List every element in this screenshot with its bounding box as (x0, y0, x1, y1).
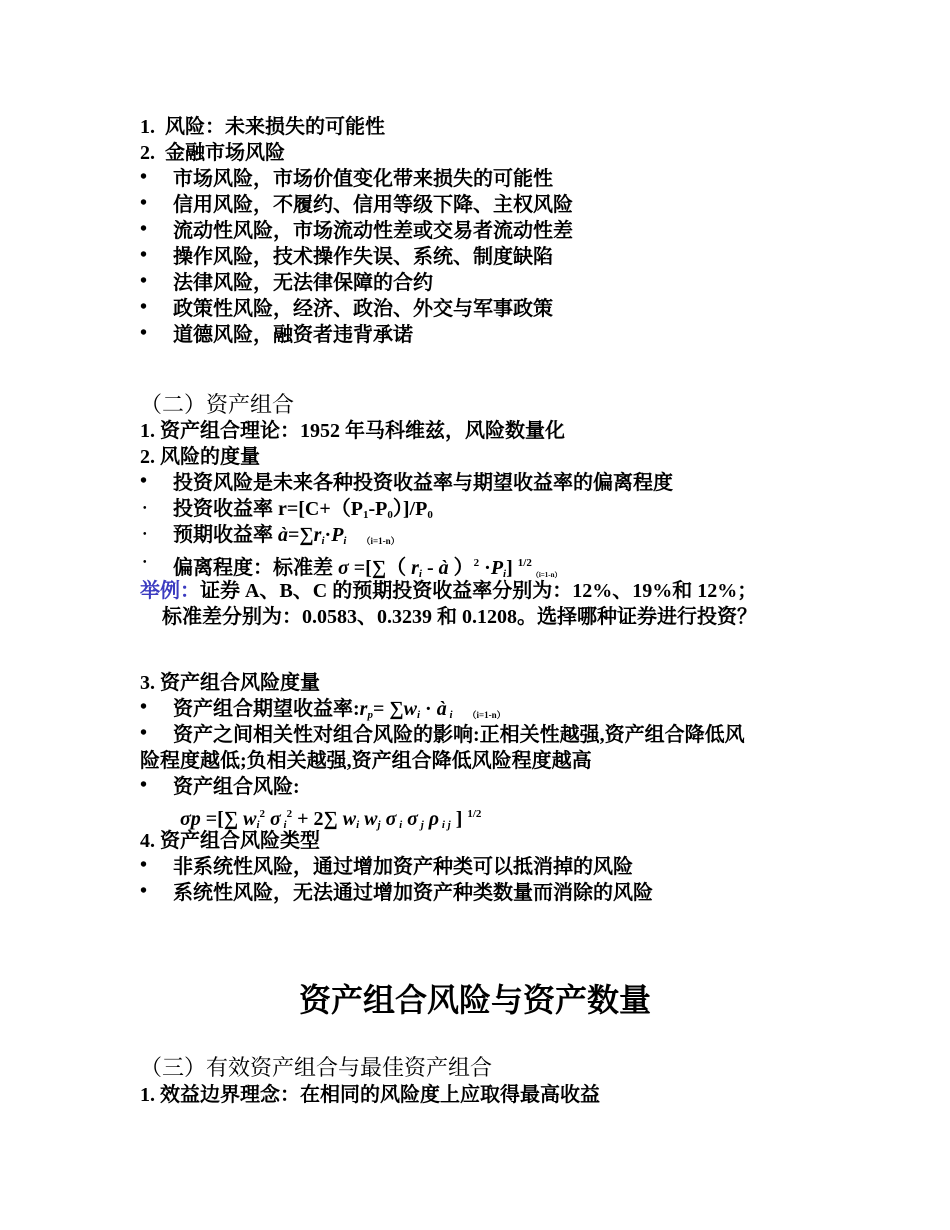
subscript: i (446, 709, 453, 721)
formula-symbol: à (278, 524, 288, 546)
bullet-marker: • (140, 470, 148, 492)
formula-symbol: σ (265, 808, 281, 830)
formula-text: =[∑（ (348, 557, 412, 579)
subscript: i (416, 709, 421, 721)
formula-symbol: r (411, 557, 419, 579)
bullet-marker-small: • (143, 529, 147, 540)
formula-symbol: σ (180, 808, 191, 830)
item-text: 风险：未来损失的可能性 (165, 116, 385, 138)
bullet-marker: • (140, 218, 148, 240)
subscript: i (280, 819, 287, 831)
formula-symbol: w (359, 808, 378, 830)
bullet-unsystematic-risk: 非系统性风险，通过增加资产种类可以抵消掉的风险 (173, 856, 633, 878)
subscript: i (356, 819, 360, 831)
formula-text: 资产组合期望收益率: (173, 698, 360, 720)
bullet-legal-risk: 法律风险，无法律保障的合约 (173, 272, 433, 294)
example-label: 举例： (140, 580, 200, 602)
subscript: i (321, 535, 325, 547)
bullet-systematic-risk: 系统性风险，无法通过增加资产种类数量而消除的风险 (173, 882, 653, 904)
formula-symbol: σ (380, 808, 397, 830)
line-portfolio-risk-types: 4. 资产组合风险类型 (140, 830, 320, 852)
formula-text: =∑ (288, 524, 314, 546)
formula-range: （i=1-n） (467, 710, 506, 720)
subscript: j (417, 819, 424, 831)
formula-symbol: w (342, 808, 357, 830)
formula-text: ] (450, 808, 468, 830)
formula-text: ] (506, 557, 518, 579)
bullet-operational-risk: 操作风险，技术操作失误、系统、制度缺陷 (173, 246, 553, 268)
section-heading-portfolio: （二）资产组合 (140, 392, 295, 417)
bullet-marker: • (140, 296, 148, 318)
formula-text: 投资收益率 r=[C+（P (173, 498, 363, 520)
formula-text: 预期收益率 (173, 524, 278, 546)
bullet-marker: • (140, 192, 148, 214)
bullet-marker: • (140, 244, 148, 266)
subscript: i (396, 819, 403, 831)
subscript: i (256, 819, 260, 831)
section-heading-efficient-portfolio: （三）有效资产组合与最佳资产组合 (140, 1055, 493, 1080)
formula-text: · (479, 557, 491, 579)
line-portfolio-risk-measurement: 3. 资产组合风险度量 (140, 672, 320, 694)
formula-symbol: à (438, 557, 449, 579)
subscript: j (377, 819, 381, 831)
line-example-continued: 标准差分别为：0.0583、0.3239 和 0.1208。选择哪种证券进行投资？ (162, 606, 757, 628)
bullet-marker: • (140, 774, 148, 796)
superscript: 2 (286, 808, 293, 820)
formula-symbol: P (490, 557, 504, 579)
formula-text: · (324, 524, 332, 546)
superscript: 1/2 (517, 557, 532, 569)
bullet-portfolio-risk: 资产组合风险: (173, 776, 300, 798)
formula-symbol: r (359, 698, 368, 720)
formula-text: 偏离程度：标准差 (173, 557, 338, 579)
bullet-marker: • (140, 270, 148, 292)
bullet-marker: • (140, 166, 148, 188)
bullet-marker: • (140, 322, 148, 344)
item-number: 2. (140, 142, 155, 164)
item-text: 金融市场风险 (165, 142, 285, 164)
bullet-marker: • (140, 696, 148, 718)
page-title: 资产组合风险与资产数量 (298, 982, 651, 1018)
bullet-correlation-line1: 资产之间相关性对组合风险的影响:正相关性越强,资产组合降低风 (173, 724, 745, 746)
subscript: i (503, 568, 507, 580)
formula-symbol: r (313, 524, 322, 546)
formula-symbol: w (243, 808, 257, 830)
subscript: 1 (363, 509, 369, 521)
line-portfolio-theory: 1. 资产组合理论：1952 年马科维兹，风险数量化 (140, 420, 565, 442)
line-risk-measurement: 2. 风险的度量 (140, 446, 260, 468)
formula-text: ）]/P (392, 498, 428, 520)
formula-symbol: σ (402, 808, 418, 830)
formula-symbol: à (436, 698, 447, 720)
formula-text: -P (368, 498, 388, 520)
item-number: 1. (140, 116, 155, 138)
superscript: 2 (473, 557, 480, 569)
formula-symbol: p (190, 808, 201, 830)
formula-symbol: σ (338, 557, 349, 579)
formula-text: + 2∑ (292, 808, 343, 830)
bullet-marker: • (140, 854, 148, 876)
subscript: 0 (387, 509, 393, 521)
formula-range: （i=1-n） (531, 571, 562, 579)
bullet-marker-small: • (143, 503, 147, 514)
formula-text: = ∑ (372, 698, 404, 720)
superscript: 2 (259, 808, 266, 820)
bullet-credit-risk: 信用风险，不履约、信用等级下降、主权风险 (173, 194, 573, 216)
line-financial-market-risk (140, 140, 830, 166)
formula-symbol: P (331, 524, 344, 546)
line-risk-definition (140, 114, 830, 140)
bullet-policy-risk: 政策性风险，经济、政治、外交与军事政策 (173, 298, 553, 320)
superscript: 1/2 (467, 808, 482, 820)
formula-range: （i=1-n） (361, 536, 400, 546)
bullet-moral-risk: 道德风险，融资者违背承诺 (173, 324, 413, 346)
subscript: 0 (427, 509, 433, 521)
bullet-liquidity-risk: 流动性风险，市场流动性差或交易者流动性差 (173, 220, 573, 242)
subscript: i j (439, 819, 451, 831)
bullet-marker: • (140, 722, 148, 744)
subscript: p (367, 709, 373, 721)
formula-text: - (421, 557, 439, 579)
bullet-marker: • (140, 880, 148, 902)
line-example (140, 578, 830, 604)
formula-symbol: ρ (423, 808, 440, 830)
line-efficiency-frontier: 1. 效益边界理念：在相同的风险度上应取得最高收益 (140, 1084, 600, 1106)
bullet-investment-risk: 投资风险是未来各种投资收益率与期望收益率的偏离程度 (173, 472, 673, 494)
example-text: 证券 A、B、C 的预期投资收益率分别为：12%、19%和 12%； (200, 580, 758, 602)
bullet-market-risk: 市场风险，市场价值变化带来损失的可能性 (173, 168, 553, 190)
subscript: i (418, 568, 422, 580)
subscript: i (343, 535, 347, 547)
bullet-marker-small: • (143, 557, 147, 568)
formula-symbol: w (403, 698, 417, 720)
formula-text: · (420, 698, 437, 720)
bullet-correlation-line2: 险程度越低;负相关越强,资产组合降低风险程度越高 (140, 750, 592, 772)
formula-text: ） (448, 557, 474, 579)
formula-text: =[∑ (200, 808, 244, 830)
